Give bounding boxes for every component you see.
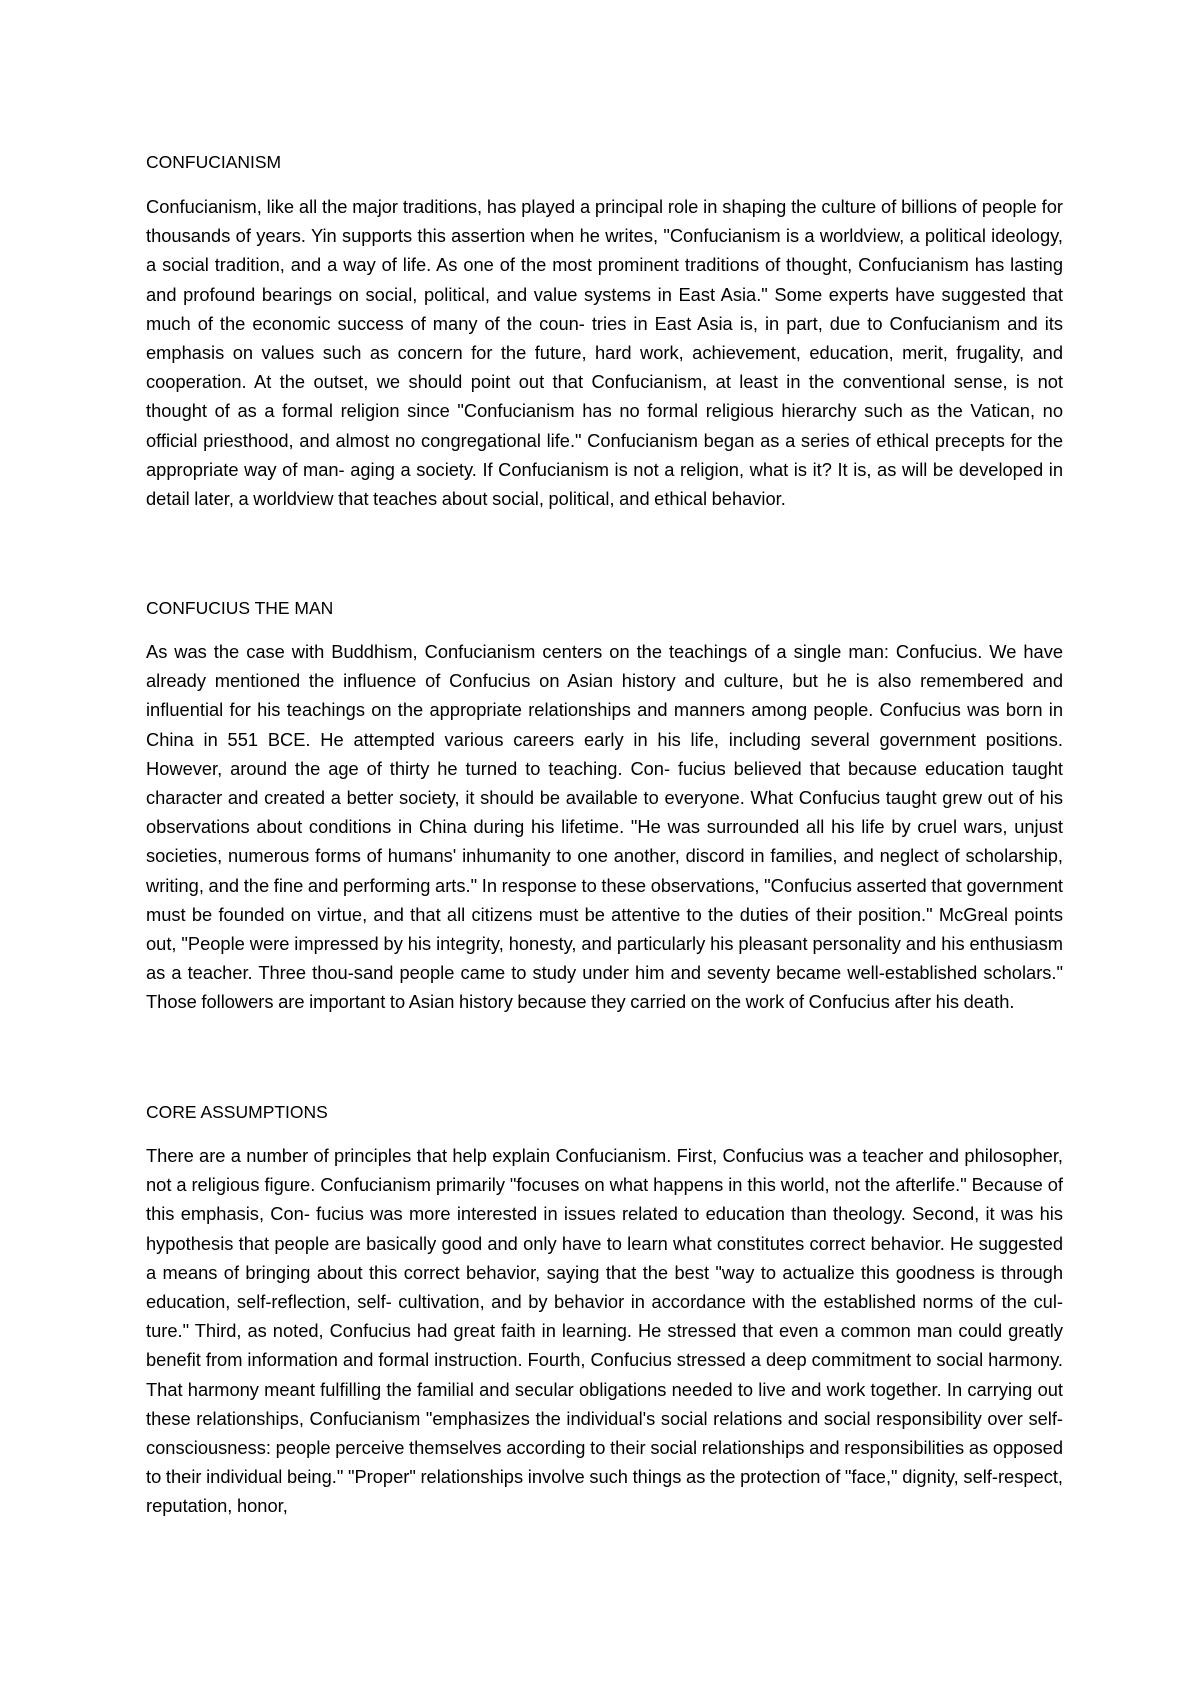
document-page — [146, 0, 1063, 1696]
section-body-core-assumptions: There are a number of principles that help explain Confucianism. First, Confucius was a teacher and philosopher, not a religious figure. Confucianism primarily "focuses on what happens in this world, not the afterlife." Because of this emphasis, Con- fucius was more interested in issues related to education than theology. Second, it was his hypothesis that people are basically good and only have to learn what constitutes correct behavior. He suggested a means of bringing about this correct behavior, saying that the best "way to actualize this goodness is through education, self-reflection, self- cultivation, and by behavior in accordance with the established norms of the cul- ture." Third, as noted, Confucius had great faith in learning. He stressed that even a common man could greatly benefit from information and formal instruction. Fourth, Confucius stressed a deep commitment to social harmony. That harmony meant fulfilling the familial and secular obligations needed to live and work together. In carrying out these relationships, Confucianism "emphasizes the individual's social relations and social responsibility over self-consciousness: people perceive themselves according to their social relationships and responsibilities as opposed to their individual being." "Proper" relationships involve such things as the protection of "face," dignity, self-respect, reputation, honor, — [146, 1145, 1063, 1517]
section-heading-confucius-the-man: CONFUCIUS THE MAN — [146, 598, 334, 618]
section-heading-core-assumptions: CORE ASSUMPTIONS — [146, 1102, 328, 1122]
section-heading-confucianism: CONFUCIANISM — [146, 152, 282, 172]
section-body-confucius-the-man: As was the case with Buddhism, Confucianism centers on the teachings of a single man: Confucius. We have already mentioned the influence of Confucius on Asian history and culture, but he is also remembered and influential for his teachings on the appropriate relationships and manners among people. Confucius was born in China in 551 BCE. He attempted various careers early in his life, including several government positions. However, around the age of thirty he turned to teaching. Con- fucius believed that because education taught character and created a better society, it should be available to everyone. What Confucius taught grew out of his observations about conditions in China during his lifetime. "He was surrounded all his life by cruel wars, unjust societies, numerous forms of humans' inhumanity to one another, discord in families, and neglect of scholarship, writing, and the fine and performing arts." In response to these observations, "Confucius asserted that government must be founded on virtue, and that all citizens must be attentive to the duties of their position." McGreal points out, "People were impressed by his integrity, honesty, and particularly his pleasant personality and his enthusiasm as a teacher. Three thou-sand people came to study under him and seventy became well-established scholars." Those followers are important to Asian history because they carried on the work of Confucius after his death. — [146, 641, 1063, 1013]
section-body-confucianism: Confucianism, like all the major traditions, has played a principal role in shaping the culture of billions of people for thousands of years. Yin supports this assertion when he writes, "Confucianism is a worldview, a political ideology, a social tradition, and a way of life. As one of the most prominent traditions of thought, Confucianism has lasting and profound bearings on social, political, and value systems in East Asia." Some experts have suggested that much of the economic success of many of the coun- tries in East Asia is, in part, due to Confucianism and its emphasis on values such as concern for the future, hard work, achievement, education, merit, frugality, and cooperation. At the outset, we should point out that Confucianism, at least in the conventional sense, is not thought of as a formal religion since "Confucianism has no formal religious hierarchy such as the Vatican, no official priesthood, and almost no congregational life." Confucianism began as a series of ethical precepts for the appropriate way of man- aging a society. If Confucianism is not a religion, what is it? It is, as will be developed in detail later, a worldview that teaches about social, political, and ethical behavior. — [146, 196, 1063, 510]
